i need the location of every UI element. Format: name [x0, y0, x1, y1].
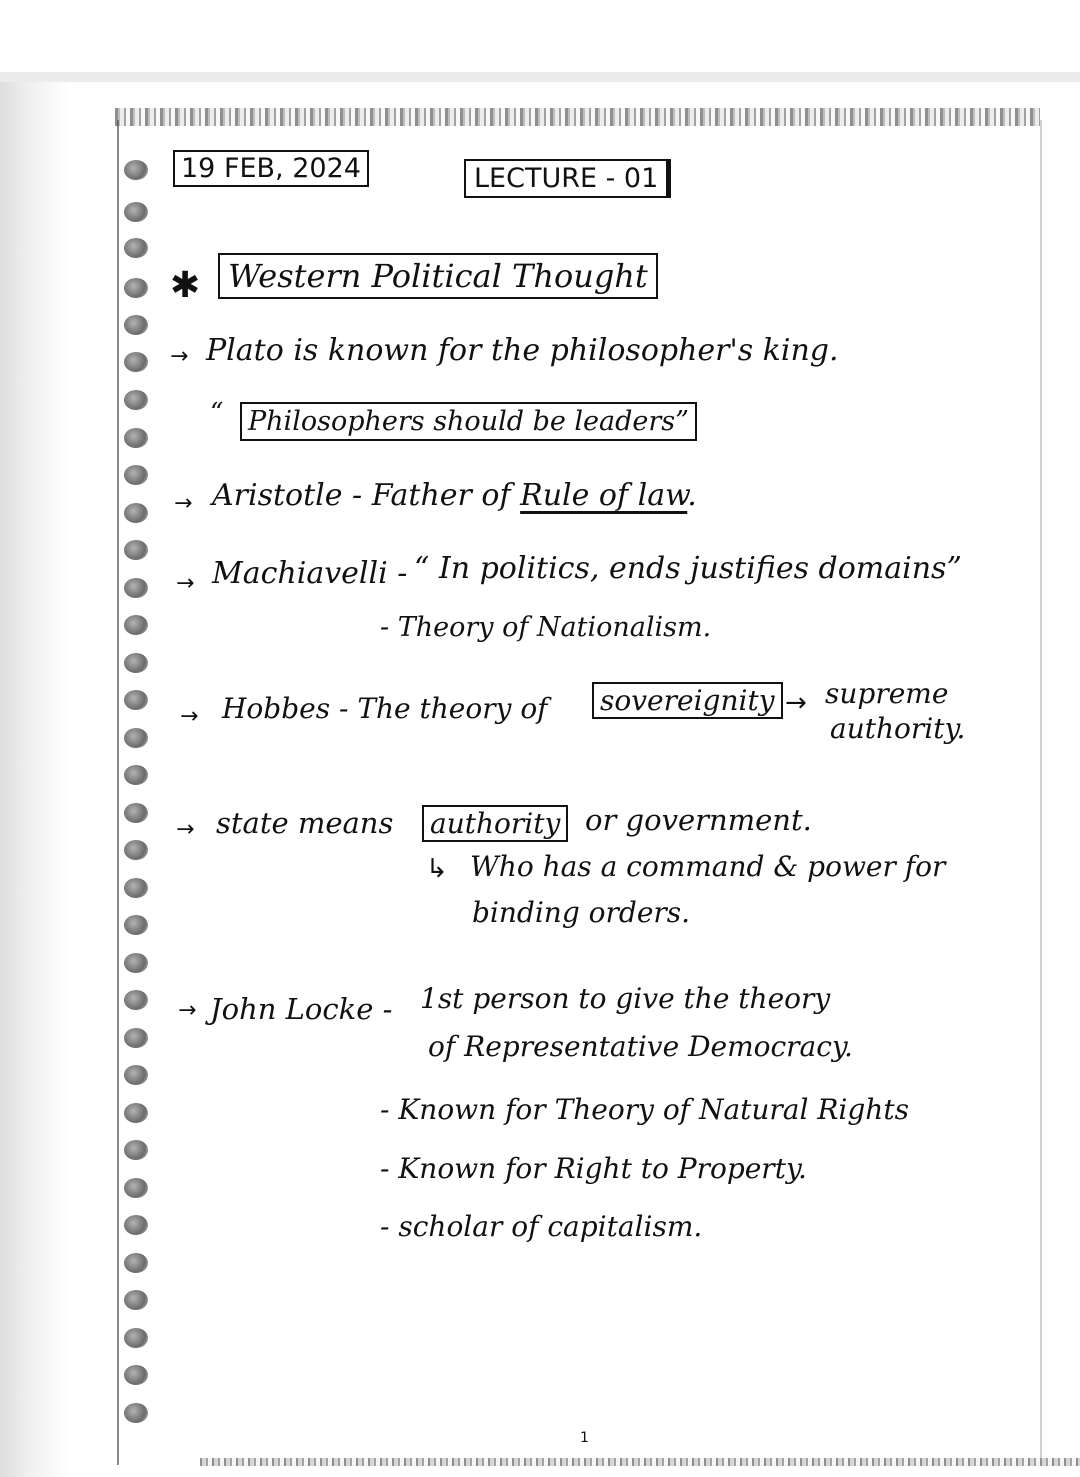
- corner-arrow-icon: ↳: [426, 854, 448, 884]
- binding-hole-icon: [124, 278, 148, 298]
- binding-hole-icon: [124, 540, 148, 560]
- binding-hole-icon: [124, 160, 148, 180]
- binding-hole-icon: [124, 352, 148, 372]
- notebook-right-edge: [1040, 120, 1042, 1465]
- binding-hole-icon: [124, 615, 148, 635]
- locke-line-1: 1st person to give the theory: [420, 982, 831, 1015]
- binding-hole-icon: [124, 690, 148, 710]
- machiavelli-label: Machiavelli -: [212, 556, 408, 591]
- lecture-title: LECTURE - 01: [464, 159, 671, 198]
- note-plato: Plato is known for the philosopher's king.: [206, 333, 839, 368]
- state-end: or government.: [585, 803, 812, 837]
- arrow-right-icon: →: [176, 817, 195, 842]
- arrow-right-icon: →: [170, 344, 189, 369]
- page-number: 1: [580, 1430, 589, 1446]
- page-top-edge: [115, 108, 1040, 126]
- quote-open-mark: “: [210, 398, 224, 428]
- state-sub-1: Who has a command & power for: [470, 850, 946, 883]
- authority-box: authority: [422, 805, 568, 842]
- binding-hole-icon: [124, 1103, 148, 1123]
- aristotle-end: .: [687, 478, 697, 513]
- section-heading: Western Political Thought: [218, 253, 658, 299]
- hobbes-meaning-1: supreme: [825, 677, 949, 710]
- binding-hole-icon: [124, 428, 148, 448]
- binding-hole-icon: [124, 840, 148, 860]
- aristotle-label: Aristotle - Father of: [212, 478, 511, 513]
- spiral-binding-holes: [124, 160, 164, 1430]
- binding-hole-icon: [124, 465, 148, 485]
- binding-hole-icon: [124, 578, 148, 598]
- binding-hole-icon: [124, 1365, 148, 1385]
- binding-hole-icon: [124, 238, 148, 258]
- quote-close-mark: ”: [675, 406, 689, 437]
- plato-quote-text: Philosophers should be leaders: [248, 406, 676, 437]
- binding-hole-icon: [124, 1328, 148, 1348]
- binding-hole-icon: [124, 728, 148, 748]
- binding-hole-icon: [124, 653, 148, 673]
- arrow-right-icon: →: [180, 704, 199, 729]
- locke-label: John Locke -: [210, 992, 393, 1026]
- arrow-right-icon: →: [174, 491, 193, 516]
- binding-hole-icon: [124, 1290, 148, 1310]
- binding-hole-icon: [124, 1403, 148, 1423]
- locke-point-2: - Known for Right to Property.: [380, 1152, 807, 1185]
- locke-point-3: - scholar of capitalism.: [380, 1210, 703, 1243]
- rule-of-law: Rule of law: [520, 478, 688, 513]
- binding-hole-icon: [124, 390, 148, 410]
- hobbes-meaning-2: authority.: [830, 712, 966, 745]
- scan-border: [0, 72, 1080, 82]
- plato-quote: [240, 402, 697, 441]
- binding-hole-icon: [124, 878, 148, 898]
- binding-hole-icon: [124, 765, 148, 785]
- notebook-margin-line: [117, 120, 119, 1465]
- scan-shadow: [0, 82, 70, 1477]
- binding-hole-icon: [124, 953, 148, 973]
- page-top-margin: [0, 0, 1080, 72]
- binding-hole-icon: [124, 990, 148, 1010]
- binding-hole-icon: [124, 915, 148, 935]
- binding-hole-icon: [124, 1253, 148, 1273]
- binding-hole-icon: [124, 1028, 148, 1048]
- page-bottom-edge: [200, 1458, 1080, 1466]
- machiavelli-quote: “ In politics, ends justifies domains”: [414, 551, 962, 586]
- binding-hole-icon: [124, 503, 148, 523]
- machiavelli-point: - Theory of Nationalism.: [380, 612, 712, 643]
- arrow-right-icon: →: [176, 571, 195, 596]
- binding-hole-icon: [124, 202, 148, 222]
- binding-hole-icon: [124, 1065, 148, 1085]
- locke-point-1: - Known for Theory of Natural Rights: [380, 1093, 909, 1126]
- arrow-right-icon: →: [178, 998, 197, 1023]
- binding-hole-icon: [124, 1215, 148, 1235]
- asterisk-icon: ✱: [170, 265, 201, 306]
- arrow-right-icon: →: [785, 688, 807, 718]
- hobbes-label: Hobbes - The theory of: [222, 692, 548, 725]
- locke-line-2: of Representative Democracy.: [428, 1030, 853, 1063]
- state-sub-2: binding orders.: [472, 896, 691, 929]
- date-label: 19 FEB, 2024: [173, 150, 369, 187]
- binding-hole-icon: [124, 315, 148, 335]
- state-label: state means: [216, 806, 394, 840]
- binding-hole-icon: [124, 1140, 148, 1160]
- binding-hole-icon: [124, 1178, 148, 1198]
- binding-hole-icon: [124, 803, 148, 823]
- note-aristotle: [212, 478, 697, 513]
- sovereignity-box: sovereignity: [592, 682, 783, 719]
